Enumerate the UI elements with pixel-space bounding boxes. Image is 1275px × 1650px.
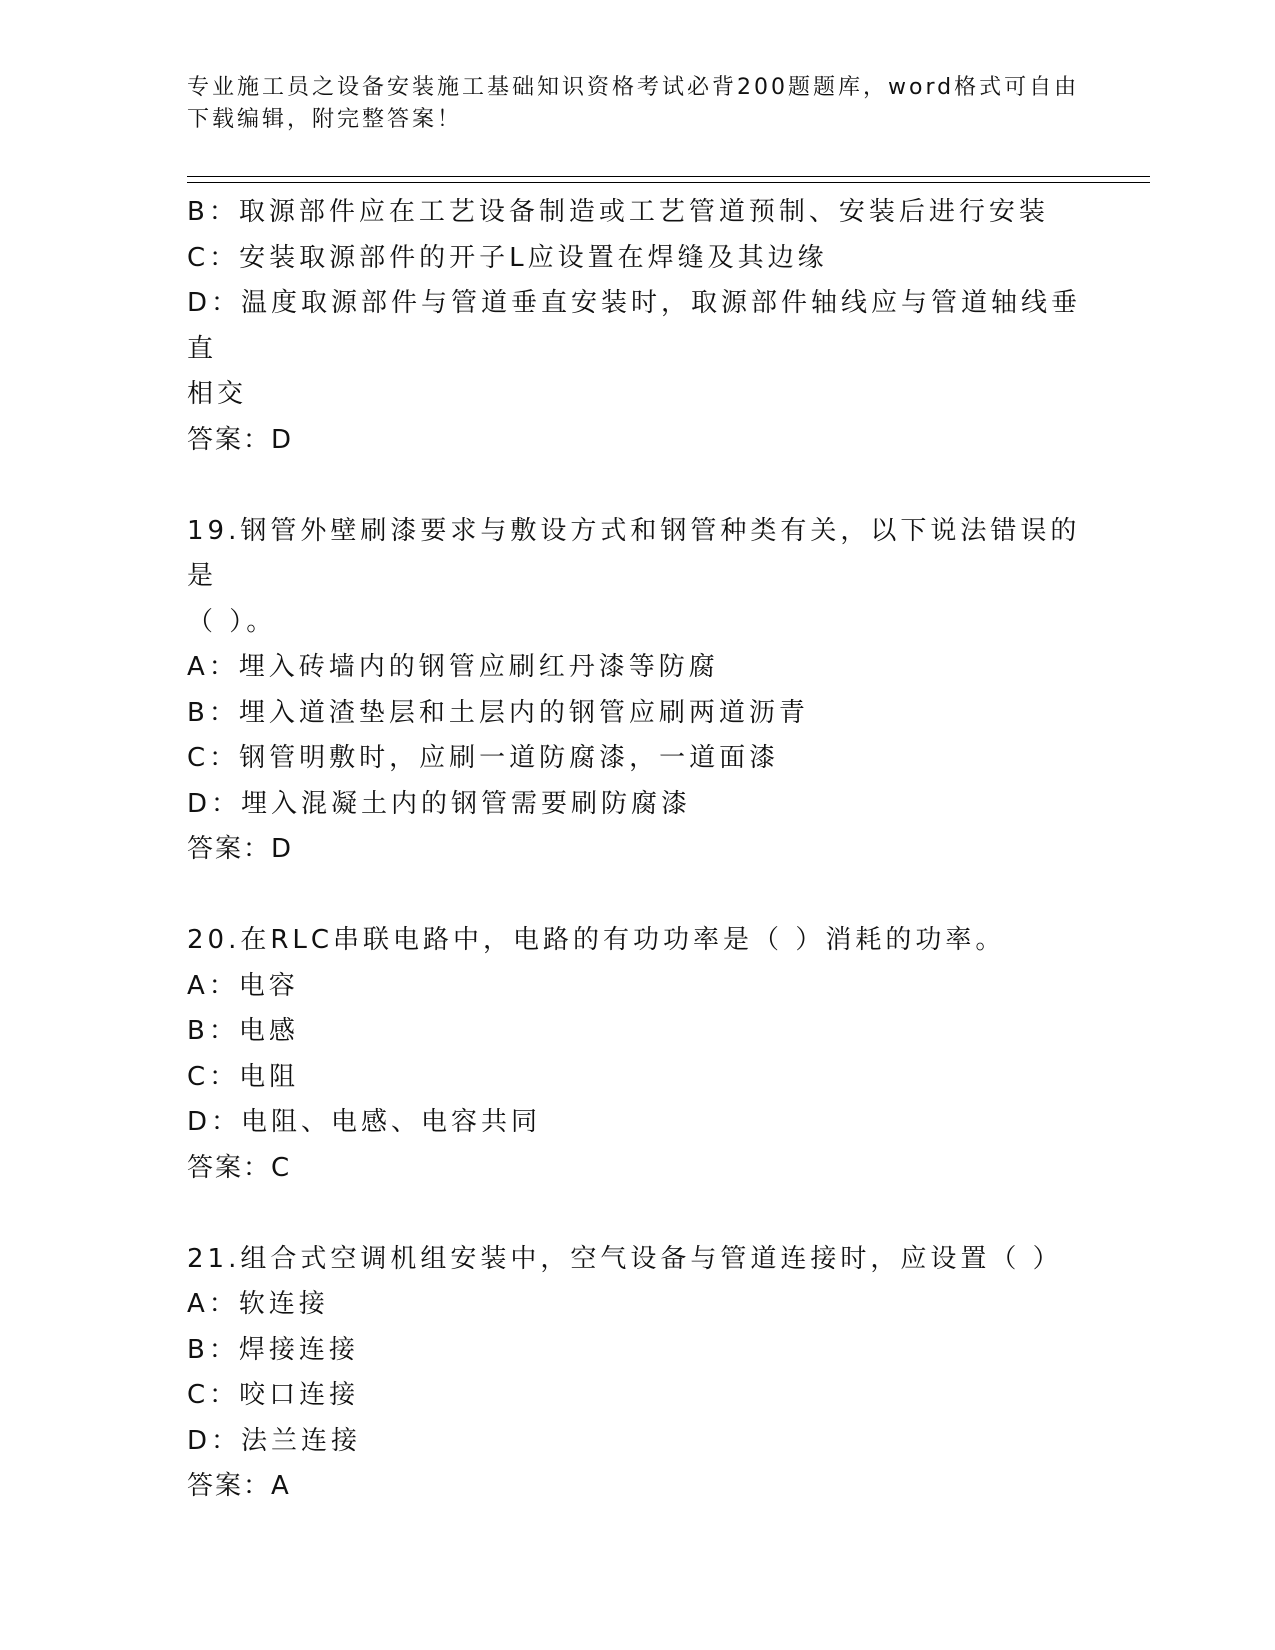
option-b: B：埋入道渣垫层和土层内的钢管应刷两道沥青 [187,697,809,728]
option-a: A：电容 [187,970,299,1001]
answer: 答案：C [187,1152,292,1183]
option-b: B：焊接连接 [187,1334,359,1365]
option-c: C：咬口连接 [187,1380,360,1410]
option-c: C：电阻 [187,1061,300,1092]
question-stem: 21.组合式空调机组安装中，空气设备与管道连接时，应设置（ ） [187,1243,1063,1274]
answer: 答案：A [187,1471,291,1501]
question-20 [187,918,1087,1191]
answer: 答案：D [187,834,294,864]
option-d: D：法兰连接 [187,1425,362,1456]
question-21 [187,1237,1087,1510]
option-d: D：电阻、电感、电容共同 [187,1107,542,1137]
question-18-tail [187,190,1087,463]
question-stem-continued: （ ）。 [187,606,277,637]
question-stem: 19.钢管外壁刷漆要求与敷设方式和钢管种类有关，以下说法错误的是 [187,515,1081,591]
document-header-note: 专业施工员之设备安装施工基础知识资格考试必背200题题库，word格式可自由下载编辑，附完整答案！ [187,75,1080,132]
option-d: D：温度取源部件与管道垂直安装时，取源部件轴线应与管道轴线垂直 [187,288,1082,364]
option-b: B：取源部件应在工艺设备制造或工艺管道预制、安装后进行安装 [187,197,1049,227]
option-c: C：安装取源部件的开子L应设置在焊缝及其边缘 [187,242,828,273]
spacer [187,463,1087,509]
option-a: A：软连接 [187,1289,329,1319]
question-list [187,190,1087,1510]
option-b: B：电感 [187,1016,299,1046]
header-double-rule [187,176,1150,183]
spacer [187,1191,1087,1237]
question-19 [187,509,1087,873]
option-d: D：埋入混凝土内的钢管需要刷防腐漆 [187,788,692,819]
answer: 答案：D [187,424,294,455]
question-stem: 20.在RLC串联电路中，电路的有功功率是（ ）消耗的功率。 [187,925,1006,955]
option-a: A：埋入砖墙内的钢管应刷红丹漆等防腐 [187,652,719,682]
option-c: C：钢管明敷时，应刷一道防腐漆，一道面漆 [187,743,780,773]
option-d-continued: 相交 [187,379,248,409]
spacer [187,873,1087,919]
